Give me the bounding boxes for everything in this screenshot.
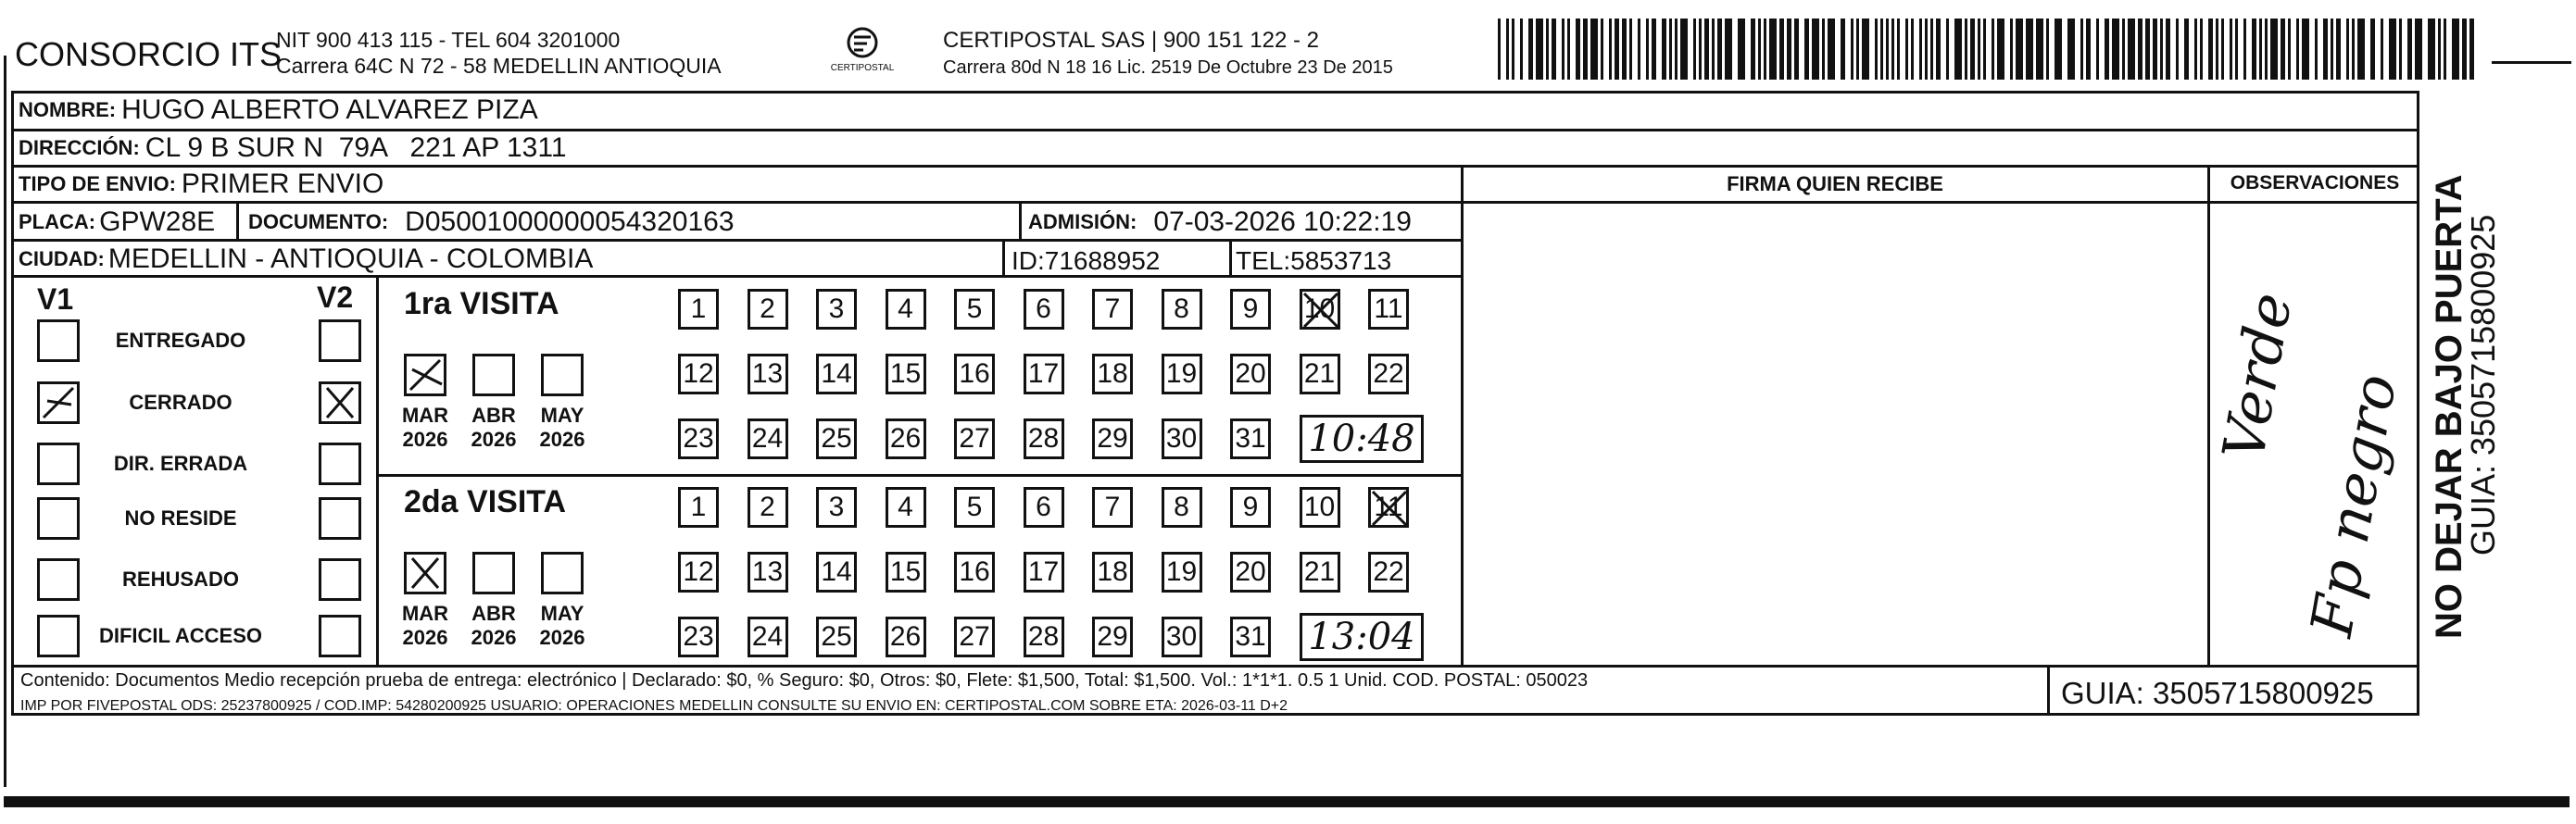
day-number: 10 (1303, 293, 1336, 324)
day-number: 2 (760, 492, 775, 522)
day-box-23[interactable] (678, 617, 719, 657)
document-label: DOCUMENTO: (248, 210, 389, 233)
month-checkbox-may[interactable] (541, 552, 584, 594)
day-box-8[interactable] (1162, 487, 1202, 528)
day-number: 26 (889, 423, 922, 454)
day-number: 21 (1303, 358, 1336, 389)
day-box-20[interactable] (1230, 354, 1271, 394)
day-number: 18 (1097, 358, 1128, 389)
month-label: ABR (471, 602, 516, 625)
observation-handwriting-2: Fp negro (2297, 368, 2410, 642)
status-label: REHUSADO (122, 568, 239, 591)
visit-title: 1ra VISITA (404, 286, 559, 321)
day-box-13[interactable] (748, 354, 788, 394)
address-value: CL 9 B SUR N 79A 221 AP 1311 (145, 131, 567, 163)
v1-checkbox-cerrado[interactable] (37, 381, 80, 424)
day-box-22[interactable] (1368, 552, 1409, 593)
day-box-6[interactable] (1024, 487, 1064, 528)
year-label: 2026 (539, 626, 585, 649)
status-label: NO RESIDE (124, 506, 237, 530)
day-box-7[interactable] (1092, 289, 1133, 330)
day-box-31[interactable] (1230, 617, 1271, 657)
day-box-2[interactable] (748, 487, 788, 528)
address-label: DIRECCIÓN: (19, 135, 140, 159)
side-guia: GUIA: 3505715800925 (2464, 214, 2502, 556)
day-number: 5 (966, 293, 983, 324)
signature-header: FIRMA QUIEN RECIBE (1727, 172, 1943, 195)
day-number: 9 (1242, 293, 1259, 324)
day-number: 14 (821, 358, 852, 389)
day-number: 27 (959, 621, 990, 652)
day-box-26[interactable] (886, 617, 926, 657)
address-row (11, 131, 2419, 168)
city-divider (1002, 241, 1005, 276)
day-number: 7 (1104, 492, 1121, 522)
day-number: 7 (1104, 293, 1121, 324)
day-number: 20 (1235, 556, 1266, 587)
footer-guia-divider (2047, 665, 2050, 716)
day-number: 13 (751, 358, 784, 389)
day-box-27[interactable] (954, 418, 995, 459)
year-label: 2026 (402, 626, 448, 649)
day-box-5[interactable] (954, 289, 995, 330)
day-number: 4 (898, 492, 913, 522)
v1-checkbox-rehusado[interactable] (37, 558, 80, 601)
visit-time-value: 10:48 (1308, 418, 1415, 460)
month-label: ABR (471, 404, 516, 427)
day-box-19[interactable] (1162, 354, 1202, 394)
day-box-14[interactable] (816, 552, 857, 593)
v1-checkbox-dir-errada[interactable] (37, 443, 80, 485)
v1-checkbox-dificil-acceso[interactable] (37, 615, 80, 657)
v2-label: V2 (317, 281, 354, 314)
type-value: PRIMER ENVIO (181, 168, 384, 199)
day-box-25[interactable] (816, 418, 857, 459)
barcode (1498, 19, 2470, 80)
day-box-21[interactable] (1300, 552, 1340, 593)
day-number: 6 (1036, 492, 1051, 522)
id-value: ID:71688952 (1012, 246, 1161, 275)
day-box-28[interactable] (1024, 418, 1064, 459)
day-number: 3 (828, 492, 845, 522)
month-checkbox-mar[interactable] (404, 552, 446, 594)
day-number: 24 (751, 621, 784, 652)
do-not-leave-notice: NO DEJAR BAJO PUERTA (2429, 174, 2469, 639)
year-label: 2026 (471, 626, 517, 649)
footer-line-2: IMP POR FIVEPOSTAL ODS: 25237800925 / COD.IMP: 54280200925 USUARIO: OPERACIONES MEDELLIN CONSULTE SU ENVIO EN: CERTIPOSTAL.COM SOBRE ETA: 2026-03-11 D+2 (20, 698, 1288, 714)
day-number: 17 (1027, 556, 1060, 587)
plate-label: PLACA: (19, 210, 96, 233)
day-box-10[interactable] (1300, 289, 1340, 330)
month-label: MAR (401, 404, 449, 427)
day-number: 9 (1242, 492, 1259, 522)
city-row (11, 241, 1461, 278)
city-value: MEDELLIN - ANTIOQUIA - COLOMBIA (107, 243, 594, 274)
admission-label: ADMISIÓN: (1028, 210, 1137, 233)
day-box-28[interactable] (1024, 617, 1064, 657)
day-number: 18 (1097, 556, 1128, 587)
day-number: 29 (1097, 621, 1128, 652)
day-box-29[interactable] (1092, 418, 1133, 459)
v2-checkbox-rehusado[interactable] (319, 558, 361, 601)
day-box-17[interactable] (1024, 354, 1064, 394)
day-box-3[interactable] (816, 487, 857, 528)
day-box-20[interactable] (1230, 552, 1271, 593)
day-box-27[interactable] (954, 617, 995, 657)
name-value: HUGO ALBERTO ALVAREZ PIZA (121, 94, 538, 125)
day-number: 25 (821, 423, 852, 454)
v2-checkbox-entregado[interactable] (319, 319, 361, 362)
day-box-15[interactable] (886, 354, 926, 394)
day-number: 15 (889, 358, 922, 389)
company-address: Carrera 64C N 72 - 58 MEDELLIN ANTIOQUIA (276, 54, 722, 78)
edge-mark (2492, 61, 2571, 64)
month-checkbox-mar[interactable] (404, 354, 446, 396)
v2-checkbox-dificil-acceso[interactable] (319, 615, 361, 657)
day-box-10[interactable] (1300, 487, 1340, 528)
day-number: 29 (1097, 423, 1128, 454)
day-number: 3 (828, 293, 845, 324)
day-box-4[interactable] (886, 487, 926, 528)
year-label: 2026 (402, 428, 448, 451)
page-bottom-edge (4, 796, 2570, 807)
day-number: 23 (683, 423, 714, 454)
v1-checkbox-entregado[interactable] (37, 319, 80, 362)
day-box-22[interactable] (1368, 354, 1409, 394)
certipostal-name: CERTIPOSTAL SAS | 900 151 122 - 2 (943, 28, 1319, 53)
day-box-11[interactable] (1368, 487, 1409, 528)
day-number: 1 (690, 492, 707, 522)
day-number: 19 (1165, 358, 1198, 389)
certipostal-logo (821, 24, 904, 81)
day-number: 27 (959, 423, 990, 454)
day-number: 12 (683, 556, 714, 587)
day-box-14[interactable] (816, 354, 857, 394)
document-value: D05001000000054320163 (405, 206, 735, 237)
day-number: 17 (1027, 358, 1060, 389)
day-number: 14 (821, 556, 852, 587)
day-number: 4 (898, 293, 913, 324)
day-number: 20 (1235, 358, 1266, 389)
plate-divider (236, 203, 239, 240)
certipostal-address: Carrera 80d N 18 16 Lic. 2519 De Octubre 23 De 2015 (943, 57, 1393, 78)
footer-line-1: Contenido: Documentos Medio recepción prueba de entrega: electrónico | Declarado: $0, % Seguro: $0, Otros: $0, Flete: $1,500, Total: $1,500. Vol.: 1*1*1. 0.5 1 Unid. COD. POSTAL: 050023 (20, 670, 1589, 691)
day-box-6[interactable] (1024, 289, 1064, 330)
month-label: MAY (540, 404, 584, 427)
visit-divider (376, 474, 1461, 477)
day-number: 16 (959, 358, 990, 389)
day-box-16[interactable] (954, 354, 995, 394)
id-divider (1229, 241, 1232, 276)
day-number: 11 (1374, 293, 1403, 324)
day-number: 8 (1174, 492, 1189, 522)
day-box-30[interactable] (1162, 418, 1202, 459)
plate-row (11, 203, 1461, 242)
v1-checkbox-no-reside[interactable] (37, 497, 80, 540)
day-number: 24 (751, 423, 784, 454)
day-box-16[interactable] (954, 552, 995, 593)
day-number: 28 (1027, 621, 1060, 652)
day-number: 21 (1303, 556, 1336, 587)
day-box-11[interactable] (1368, 289, 1409, 330)
day-number: 28 (1027, 423, 1060, 454)
day-number: 30 (1165, 621, 1198, 652)
day-box-15[interactable] (886, 552, 926, 593)
day-number: 22 (1373, 358, 1404, 389)
day-number: 10 (1303, 492, 1336, 522)
visit-title: 2da VISITA (404, 484, 567, 519)
day-number: 31 (1235, 621, 1266, 652)
name-label: NOMBRE: (19, 97, 117, 121)
day-number: 22 (1373, 556, 1404, 587)
visit-time[interactable] (1300, 613, 1424, 661)
day-number: 16 (959, 556, 990, 587)
day-number: 25 (821, 621, 852, 652)
day-number: 31 (1235, 423, 1266, 454)
name-row (11, 91, 2419, 131)
v2-checkbox-no-reside[interactable] (319, 497, 361, 540)
day-box-21[interactable] (1300, 354, 1340, 394)
footer-guia: GUIA: 3505715800925 (2061, 676, 2374, 710)
v2-checkbox-cerrado[interactable] (319, 381, 361, 424)
day-box-18[interactable] (1092, 552, 1133, 593)
day-box-25[interactable] (816, 617, 857, 657)
page-left-edge (4, 56, 6, 787)
signature-column (1461, 167, 2209, 667)
type-label: TIPO DE ENVIO: (19, 171, 176, 195)
status-section-divider (376, 278, 379, 667)
year-label: 2026 (471, 428, 517, 451)
city-field (19, 243, 593, 275)
day-number: 8 (1174, 293, 1189, 324)
form-bottom-line (11, 665, 2419, 668)
day-box-29[interactable] (1092, 617, 1133, 657)
admission-field (1028, 206, 1412, 239)
day-box-3[interactable] (816, 289, 857, 330)
day-box-24[interactable] (748, 418, 788, 459)
day-box-2[interactable] (748, 289, 788, 330)
day-box-31[interactable] (1230, 418, 1271, 459)
day-number: 26 (889, 621, 922, 652)
visit-time-value: 13:04 (1308, 616, 1415, 658)
observation-handwriting-1: Verde (2209, 287, 2306, 466)
day-box-12[interactable] (678, 354, 719, 394)
day-number: 15 (889, 556, 922, 587)
city-label: CIUDAD: (19, 247, 105, 270)
day-box-9[interactable] (1230, 289, 1271, 330)
plate-value: GPW28E (99, 206, 216, 237)
document-field (248, 206, 735, 239)
month-checkbox-abr[interactable] (472, 552, 515, 594)
day-number: 1 (690, 293, 707, 324)
day-box-4[interactable] (886, 289, 926, 330)
tel-value: TEL:5853713 (1236, 246, 1392, 275)
day-number: 19 (1165, 556, 1198, 587)
day-box-9[interactable] (1230, 487, 1271, 528)
admission-value: 07-03-2026 10:22:19 (1153, 206, 1412, 237)
day-box-1[interactable] (678, 487, 719, 528)
status-label: DIR. ERRADA (113, 452, 248, 475)
month-checkbox-may[interactable] (541, 354, 584, 396)
day-number: 23 (683, 621, 714, 652)
month-label: MAY (540, 602, 584, 625)
day-number: 2 (760, 293, 775, 324)
plate-field (19, 206, 215, 239)
status-label: DIFICIL ACCESO (98, 624, 262, 647)
day-box-8[interactable] (1162, 289, 1202, 330)
observations-header: OBSERVACIONES (2230, 172, 2400, 194)
day-number: 12 (683, 358, 714, 389)
month-checkbox-abr[interactable] (472, 354, 515, 396)
logo-text: CERTIPOSTAL (830, 63, 895, 73)
day-box-18[interactable] (1092, 354, 1133, 394)
day-box-24[interactable] (748, 617, 788, 657)
day-box-26[interactable] (886, 418, 926, 459)
year-label: 2026 (539, 428, 585, 451)
day-box-1[interactable] (678, 289, 719, 330)
day-box-23[interactable] (678, 418, 719, 459)
company-name: CONSORCIO ITS (15, 35, 283, 73)
status-label: CERRADO (129, 391, 232, 414)
day-number: 13 (751, 556, 784, 587)
month-label: MAR (401, 602, 449, 625)
day-box-5[interactable] (954, 487, 995, 528)
v1-label: V1 (37, 282, 74, 316)
company-nit: NIT 900 413 115 - TEL 604 3201000 (276, 28, 621, 52)
day-number: 30 (1165, 423, 1198, 454)
document-divider (1019, 203, 1022, 240)
day-box-12[interactable] (678, 552, 719, 593)
day-number: 5 (966, 492, 983, 522)
status-label: ENTREGADO (115, 329, 246, 352)
day-box-30[interactable] (1162, 617, 1202, 657)
v2-checkbox-dir-errada[interactable] (319, 443, 361, 485)
day-box-17[interactable] (1024, 552, 1064, 593)
day-number: 11 (1374, 492, 1403, 522)
day-box-7[interactable] (1092, 487, 1133, 528)
type-row (11, 167, 1461, 204)
day-box-13[interactable] (748, 552, 788, 593)
day-number: 6 (1036, 293, 1051, 324)
visit-time[interactable] (1300, 415, 1424, 463)
day-box-19[interactable] (1162, 552, 1202, 593)
